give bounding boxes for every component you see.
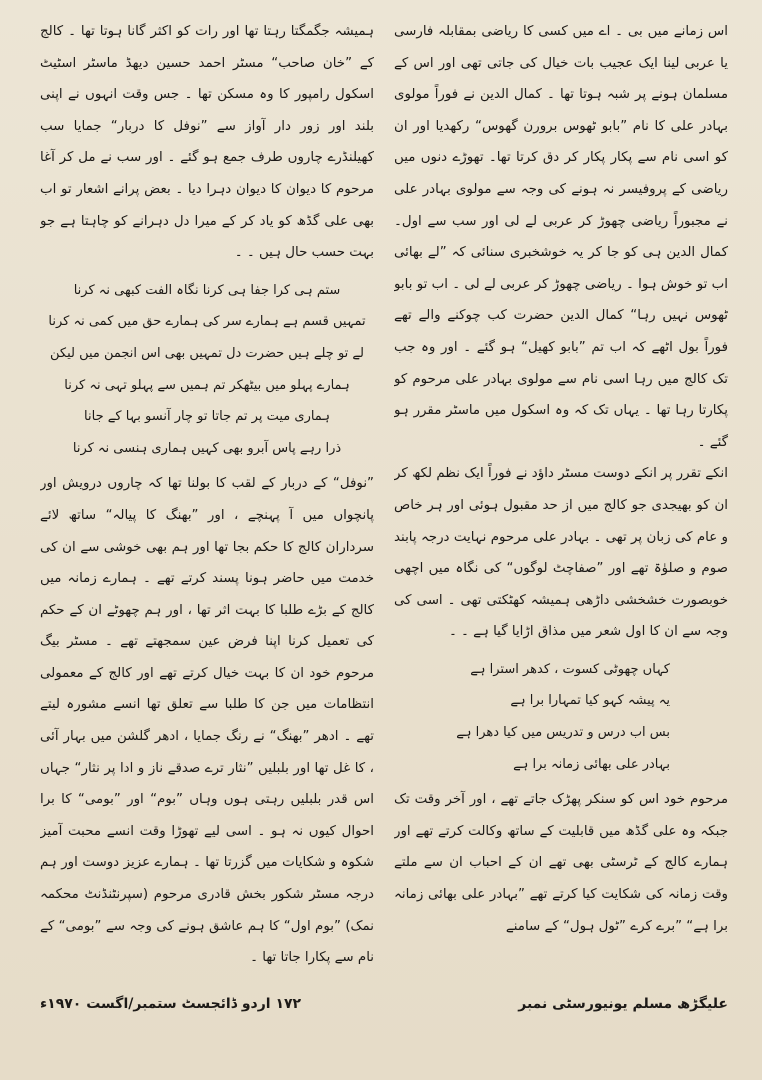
poem-verse: لے تو چلے ہیں حضرت دل تمہیں بھی اس انجمن میں لیکن [50,345,364,361]
right-paragraph-2: انکے تقرر پر انکے دوست مسٹر داؤد نے فوراً ایک نظم لکھ کر ان کو بھیجدی جو کالج میں از حد مقبول ہوئی اور ہر خاص و عام کی زبان پر تھی ۔ بہادر علی مرحوم نہایت درجہ پابند صوم و صلوٰۃ تھے اور ”صفاچٹ لوگوں“ کی نگاہ میں اچھی خوبصورت خشخشی داڑھی ہمیشہ کھٹکتی تھی ۔ اسی کی وجہ سے ان کا اول شعر میں مذاق اڑایا گیا ہے ۔ ۔ [394,466,728,640]
right-poem [394,654,728,780]
right-column [394,16,728,976]
footer-page-number: ۱۷۲ اردو ڈائجسٹ ستمبر/اگست ۱۹۷۰ء [40,996,302,1012]
poem-verse: یہ پیشہ کہو کیا تمہارا برا ہے [510,693,670,709]
footer-issue-title: علیگڑھ مسلم یونیورسٹی نمبر [518,996,728,1012]
poem-verse: ہمارے پہلو میں بیٹھکر تم ہمیں سے پہلو تہی نہ کرنا [64,377,350,393]
left-poem [40,275,374,465]
poem-verse: ستم ہی کرا جفا ہی کرنا نگاہ الفت کبھی نہ کرنا [73,282,341,298]
left-paragraph-2: ”نوفل“ کے دربار کے لقب کا بولنا تھا کہ چاروں درویش اور پانچواں میں آ پہنچے ، اور ”بھنگ کا پیالہ“ ساتھ لائے سرداران کالج کا حکم بجا تھا اور ہم بھی خوشی سے ان کی خدمت میں حاضر ہونا پسند کرتے تھے ۔ ہمارے زمانہ میں کالج کے بڑے طلبا کا بہت اثر تھا ، اور ہم چھوٹے ان کے حکم کی تعمیل کرنا اپنا فرض عین سمجھتے تھے ۔ مسٹر بیگ مرحوم خود ان کا بہت خیال کرتے تھے اور کالج کے معمولی انتظامات میں جن کا طلبا سے تعلق تھا انسے مشورہ لیتے تھے ۔ ادھر ”بھنگ“ نے رنگ جمایا ، ادھر گلشن میں بہار آئی ، کا غل تھا اور بلبلیں ”نثار ترے صدقے ناز و ادا پر نثار“ جہاں اس قدر بلبلیں رہتی ہوں وہاں ”بوم“ اور ”بومی“ کا برا احوال کیوں نہ ہو ۔ اسی لیے تھوڑا وقت انسے محبت آمیز شکوہ و شکایات میں گزرتا تھا ۔ ہمارے عزیز دوست اور ہم درجہ مسٹر شکور بخش قادری مرحوم (سپرنٹنڈنٹ محکمہ نمک) ”بوم اول“ کا ہم عاشق ہونے کی وجہ سے ”بومی“ کے نام سے پکارا جاتا تھا ۔ [40,476,374,966]
right-paragraph-3: مرحوم خود اس کو سنکر پھڑک جاتے تھے ، اور آخر وقت تک جبکہ وہ علی گڈھ میں قابلیت کے ساتھ وکالت کرتے تھے اور ہمارے کالج کے ٹرسٹی بھی تھے ان کے احباب ان سے ملتے وقت زمانہ کی شکایت کیا کرتے تھے ”بہادر علی بھائی زمانہ برا ہے“ ”برے کرے ”ٹول ہول“ کے سامنے [394,792,728,934]
right-paragraph-1: اس زمانے میں بی ۔ اے میں کسی کا ریاضی بمقابلہ فارسی یا عربی لینا ایک عجیب بات خیال کی جاتی تھی اور اس کے مسلمان ہونے پر شبہ ہوتا تھا ۔ کمال الدین نے فوراً مولوی بہادر علی کا نام ”بابو ٹھوس برورن گھوس“ رکھدیا اور ان کو اسی نام سے پکار پکار کر دق کرتا تھا۔ تھوڑے دنوں میں ریاضی کے پروفیسر نہ ہونے کی وجہ سے مولوی بہادر علی نے مجبوراً ریاضی چھوڑ کر عربی لے لی اور سب سے اول۔ کمال الدین ہی کو جا کر یہ خوشخبری سنائی کہ ”لے بھائی اب تو خوش ہوا ۔ ریاضی چھوڑ کر عربی لے لی ۔ اب تو بابو ٹھوس نہیں رہا“ کمال الدین حضرت کب چوکنے والے تھے فوراً بول اٹھے کہ اب تم ”بابو کھیل“ ہو گئے ۔ اور وہ جب تک کالج میں رہا اسی نام سے مولوی بہادر علی مرحوم کو پکارتا رہا تھا ۔ یہاں تک کہ وہ اسکول میں ماسٹر مقرر ہو گئے ۔ [394,24,728,450]
poem-verse: تمہیں قسم ہے ہمارے سر کی ہمارے حق میں کمی نہ کرنا [48,314,366,330]
left-paragraph-1: ہمیشہ جگمگتا رہتا تھا اور رات کو اکثر گانا ہوتا تھا ۔ کالج کے ”خان صاحب“ مسٹر احمد حسین دیھڈ ماسٹر اسٹیٹ اسکول رامپور کا وہ مسکن تھا ۔ جس وقت انہوں نے اپنی بلند اور زور دار آواز سے ”نوفل کا دربار“ جمایا سب کھیلنڈرے چاروں طرف جمع ہو گئے ۔ اور سب نے مل کر آغا مرحوم کا دیوان کا دیوان دہرا دیا ۔ بعض پرانے اشعار تو اب بھی علی گڈھ کو یاد کر کے میرا دل دہرانے کو چاہتا ہے جو بہت حسب حال ہیں ۔ ۔ [40,24,374,261]
poem-verse: ذرا رہے پاس آبرو بھی کہیں ہماری ہنسی نہ کرنا [72,440,342,456]
poem-verse: ہماری میت پر تم جاتا تو چار آنسو بہا کے جانا [84,409,330,425]
poem-verse: کہاں چھوٹی کسوت ، کدھر استرا ہے [470,661,670,677]
text-columns [40,16,728,976]
poem-verse: بس اب درس و تدریس میں کیا دھرا ہے [456,725,670,741]
poem-verse: بہادر علی بھائی زمانہ برا ہے [513,756,670,772]
left-column [40,16,374,976]
page-footer [40,996,728,1012]
